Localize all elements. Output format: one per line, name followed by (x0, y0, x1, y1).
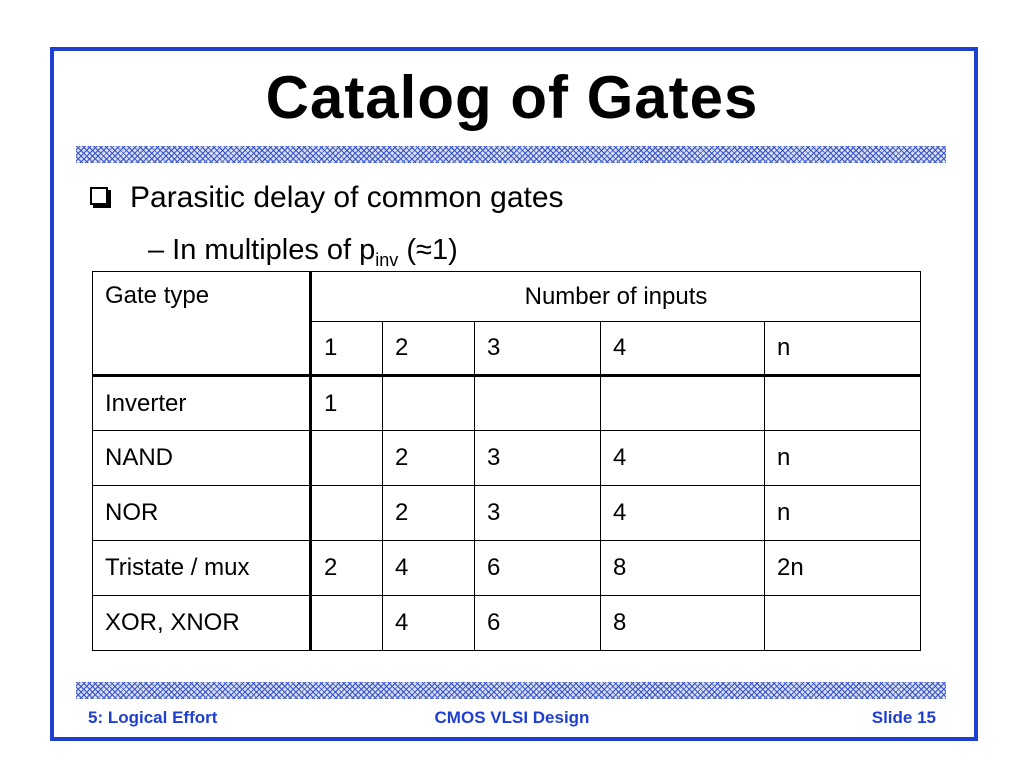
table-cell: 2n (765, 541, 921, 596)
table-cell (601, 376, 765, 431)
table-cell: 4 (601, 431, 765, 486)
table-cell (765, 376, 921, 431)
table-row (93, 541, 921, 596)
sub-bullet-prefix: – In multiples of p (148, 234, 376, 266)
table-cell: 2 (311, 541, 383, 596)
slide-title: Catalog of Gates (265, 64, 759, 131)
gate-name-cell: Inverter (93, 376, 311, 431)
table-cell: n (765, 431, 921, 486)
header-gate-type: Gate type (93, 272, 311, 376)
gate-name-cell: NAND (93, 431, 311, 486)
table-cell (311, 431, 383, 486)
input-count-cell: 2 (383, 322, 475, 376)
table-cell: 8 (601, 596, 765, 651)
table-cell: 4 (383, 541, 475, 596)
table-row (93, 596, 921, 651)
table-row (93, 376, 921, 431)
input-count-cell: n (765, 322, 921, 376)
table-row (93, 486, 921, 541)
table-cell: 3 (475, 486, 601, 541)
table-cell: 2 (383, 431, 475, 486)
bullet-item (90, 180, 564, 216)
table-cell: 2 (383, 486, 475, 541)
table-cell: 8 (601, 541, 765, 596)
sub-bullet-suffix: (≈1) (398, 234, 458, 266)
table-cell (311, 596, 383, 651)
input-count-cell: 4 (601, 322, 765, 376)
table-cell: 4 (601, 486, 765, 541)
input-count-cell: 1 (311, 322, 383, 376)
gate-name-cell: XOR, XNOR (93, 596, 311, 651)
table-header-row (93, 272, 921, 322)
input-count-cell: 3 (475, 322, 601, 376)
gate-name-cell: Tristate / mux (93, 541, 311, 596)
parasitic-delay-table (92, 271, 921, 651)
bottom-divider (76, 682, 946, 699)
checkbox-bullet-icon (90, 187, 108, 205)
table-cell (383, 376, 475, 431)
footer-slide-number: Slide 15 (871, 708, 936, 727)
bullet-text: Parasitic delay of common gates (130, 181, 564, 214)
gate-name-cell: NOR (93, 486, 311, 541)
header-number-of-inputs: Number of inputs (311, 272, 921, 322)
footer-course: CMOS VLSI Design (434, 708, 590, 727)
table-cell (765, 596, 921, 651)
table-row (93, 431, 921, 486)
table-cell: 3 (475, 431, 601, 486)
table-cell: n (765, 486, 921, 541)
table-cell: 4 (383, 596, 475, 651)
table-cell (475, 376, 601, 431)
top-divider (76, 146, 946, 163)
table-cell: 6 (475, 541, 601, 596)
table-cell (311, 486, 383, 541)
table-cell: 1 (311, 376, 383, 431)
table-cell: 6 (475, 596, 601, 651)
footer-chapter: 5: Logical Effort (88, 708, 218, 727)
sub-bullet-subscript: inv (375, 249, 399, 270)
